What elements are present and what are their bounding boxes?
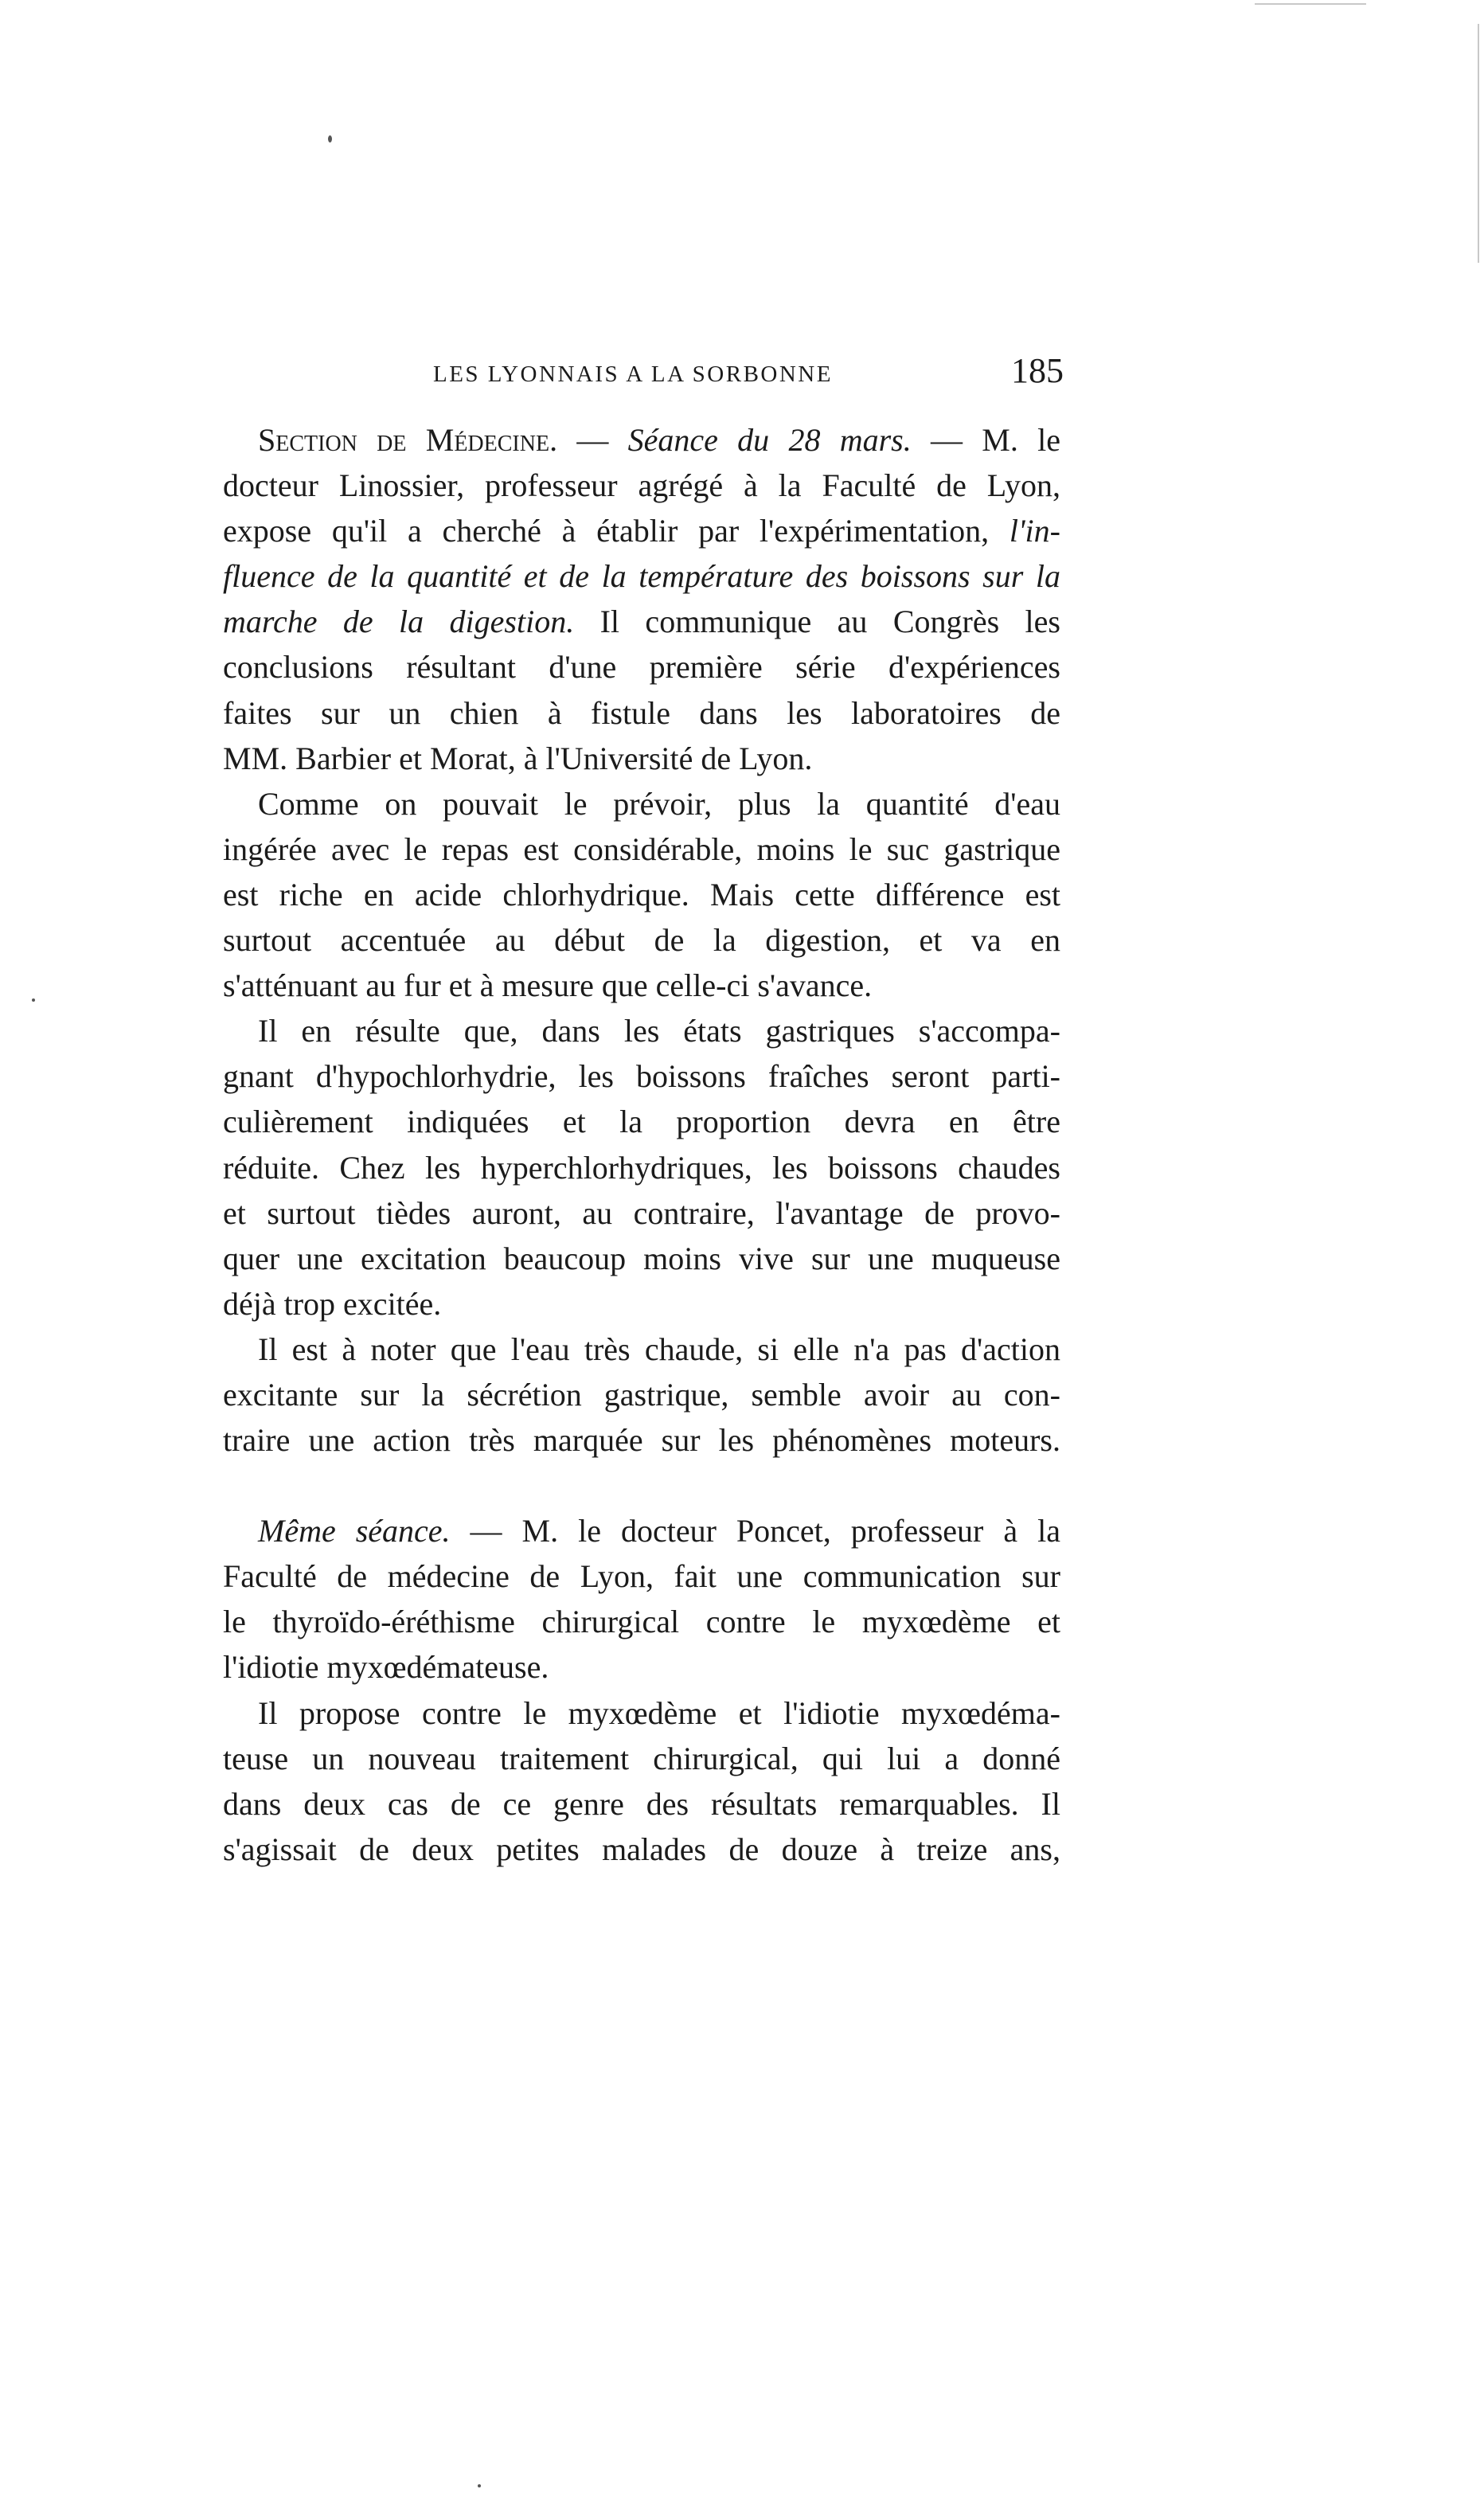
scan-speck (478, 2484, 481, 2487)
section-gap (223, 1463, 1060, 1508)
session-date: Séance du 28 mars. (627, 422, 912, 458)
text-line: l'idiotie myxœdémateuse. (223, 1649, 549, 1686)
scan-speck (328, 135, 332, 143)
text-line: Il est à noter que l'eau très chaude, si elle n'a pas d'action (258, 1331, 1060, 1367)
text-line: est riche en acide chlorhydrique. Mais cette différence est (223, 876, 1060, 912)
text-line: culièrement indiquées et la proportion devra en être (223, 1104, 1060, 1140)
text-line: dans deux cas de ce genre des résultats remarquables. Il (223, 1785, 1060, 1822)
text-line: ingérée avec le repas est considérable, moins le suc gastrique (223, 830, 1060, 867)
page-number: 185 (1011, 351, 1064, 390)
text-line: traire une action très marquée sur les phénomènes moteurs. (223, 1422, 1060, 1459)
text-line: Comme on pouvait le prévoir, plus la quantité d'eau (258, 785, 1060, 822)
text-line (223, 599, 1060, 644)
text-span: — M. le (911, 422, 1061, 458)
body-text (223, 417, 1060, 1872)
text-line: MM. Barbier et Morat, à l'Université de Lyon. (223, 740, 813, 776)
text-line: Il propose contre le myxœdème et l'idiotie myxœdéma- (258, 1694, 1060, 1731)
italic-span: l'in- (1009, 513, 1060, 549)
text-line: réduite. Chez les hyperchlorhydriques, les boissons chaudes (223, 1149, 1060, 1186)
text-span: — (557, 422, 628, 458)
scan-edge-line (1478, 24, 1479, 263)
scan-edge-line (1255, 3, 1366, 5)
text-line: déjà trop excitée. (223, 1285, 442, 1322)
text-line (223, 508, 1060, 553)
text-line: le thyroïdo-éréthisme chirurgical contre le myxœdème et (223, 1604, 1060, 1640)
text-span: Il communique au Congrès les (574, 604, 1060, 640)
scan-speck (32, 998, 35, 1002)
text-line: quer une excitation beaucoup moins vive sur une muqueuse (223, 1240, 1060, 1276)
running-head (223, 350, 1083, 398)
text-line: Faculté de médecine de Lyon, fait une communication sur (223, 1558, 1060, 1595)
text-line: s'agissait de deux petites malades de douze à treize ans, (223, 1831, 1060, 1867)
text-line: surtout accentuée au début de la digestion, et va en (223, 922, 1060, 959)
text-line: et surtout tièdes auront, au contraire, l'avantage de provo- (223, 1194, 1060, 1231)
text-line: excitante sur la sécrétion gastrique, semble avoir au con- (223, 1376, 1060, 1413)
text-line: gnant d'hypochlorhydrie, les boissons fraîches seront parti- (223, 1058, 1060, 1095)
section-heading: Section de Médecine. (258, 422, 558, 458)
text-line: conclusions résultant d'une première série d'expériences (223, 649, 1060, 686)
text-line (223, 417, 1060, 463)
text-line: faites sur un chien à fistule dans les laboratoires de (223, 694, 1060, 731)
text-span: expose qu'il a cherché à établir par l'expérimentation, (223, 513, 1010, 549)
text-span: — M. le docteur Poncet, professeur à la (450, 1513, 1060, 1549)
running-title: LES LYONNAIS A LA SORBONNE (433, 361, 833, 387)
text-line: teuse un nouveau traitement chirurgical, qui lui a donné (223, 1740, 1060, 1776)
text-line: Il en résulte que, dans les états gastriques s'accompa- (258, 1013, 1060, 1049)
text-line: s'atténuant au fur et à mesure que celle-ci s'avance. (223, 967, 873, 1004)
text-line (223, 1508, 1060, 1553)
text-line: docteur Linossier, professeur agrégé à la Faculté de Lyon, (223, 467, 1060, 504)
text-line: fluence de la quantité et de la température des boissons sur la (223, 558, 1060, 595)
italic-span: marche de la digestion. (223, 604, 575, 640)
session-label: Même séance. (258, 1513, 451, 1549)
